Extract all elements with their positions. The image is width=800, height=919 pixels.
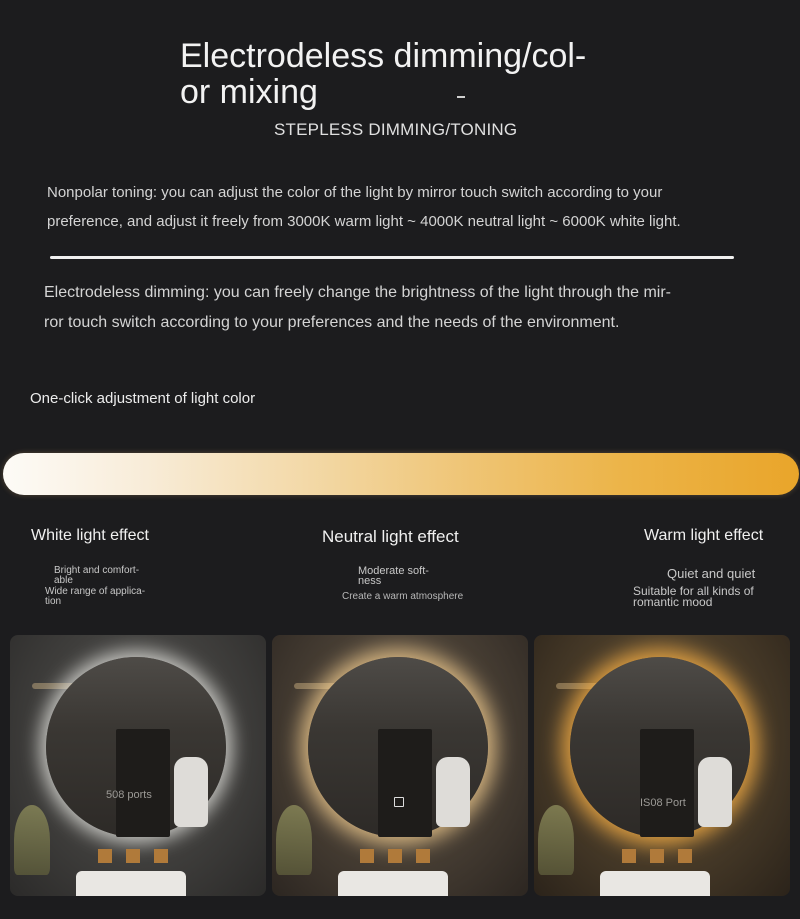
warm-desc-2-line-2: romantic mood bbox=[633, 595, 713, 609]
sink bbox=[76, 871, 186, 896]
neutral-light-photo bbox=[272, 635, 528, 896]
neutral-desc-1 bbox=[358, 566, 448, 586]
plant-decor bbox=[538, 805, 574, 875]
title-dash bbox=[457, 96, 465, 98]
dimming-line-1: Electrodeless dimming: you can freely change the brightness of the light through the mir- bbox=[44, 284, 671, 301]
warm-light-photo bbox=[534, 635, 790, 896]
subtitle: STEPLESS DIMMING/TONING bbox=[274, 120, 518, 139]
round-mirror bbox=[308, 657, 488, 837]
sink bbox=[338, 871, 448, 896]
white-desc-2-line-2: tion bbox=[45, 596, 62, 607]
robe-reflection bbox=[436, 757, 470, 827]
wall-boxes bbox=[622, 849, 700, 863]
warm-desc-1: Quiet and quiet bbox=[667, 566, 756, 581]
plant-decor bbox=[276, 805, 312, 875]
toning-paragraph bbox=[47, 178, 737, 236]
white-desc-1 bbox=[54, 566, 164, 586]
white-light-title: White light effect bbox=[31, 527, 149, 544]
wall-boxes bbox=[360, 849, 438, 863]
round-mirror bbox=[46, 657, 226, 837]
door-reflection bbox=[640, 729, 694, 837]
neutral-desc-2: Create a warm atmosphere bbox=[342, 591, 464, 602]
warm-desc-2 bbox=[633, 586, 783, 608]
robe-reflection bbox=[174, 757, 208, 827]
white-desc-2 bbox=[45, 587, 165, 607]
wall-boxes bbox=[98, 849, 176, 863]
warm-light-title: Warm light effect bbox=[644, 527, 764, 544]
plant-decor bbox=[14, 805, 50, 875]
dimming-paragraph bbox=[44, 278, 744, 338]
neutral-desc-1-line-1: Moderate soft- bbox=[358, 565, 429, 577]
door-reflection bbox=[378, 729, 432, 837]
title-line-1: Electrodeless dimming/col- bbox=[180, 37, 587, 75]
white-light-photo bbox=[10, 635, 266, 896]
sink bbox=[600, 871, 710, 896]
white-desc-2-line-1: Wide range of applica- bbox=[45, 586, 146, 597]
robe-reflection bbox=[698, 757, 732, 827]
color-temperature-gradient-bar bbox=[3, 453, 799, 495]
title-line-2: or mixing bbox=[180, 73, 318, 111]
door-reflection bbox=[116, 729, 170, 837]
warm-photo-label: IS08 Port bbox=[640, 797, 686, 809]
dimming-line-2: ror touch switch according to your preferences and the needs of the environment. bbox=[44, 314, 620, 331]
round-mirror bbox=[570, 657, 750, 837]
white-photo-label: 508 ports bbox=[106, 789, 152, 801]
toning-line-2: preference, and adjust it freely from 3000K warm light ~ 4000K neutral light ~ 6000K white light. bbox=[47, 213, 681, 230]
neutral-light-title: Neutral light effect bbox=[322, 527, 459, 546]
white-desc-1-line-1: Bright and comfort- bbox=[54, 565, 140, 576]
touch-switch-icon bbox=[394, 797, 404, 807]
one-click-label: One-click adjustment of light color bbox=[30, 390, 256, 407]
page-title bbox=[180, 38, 640, 110]
white-desc-1-line-2: able bbox=[54, 575, 73, 586]
warm-desc-2-line-1: Suitable for all kinds of bbox=[633, 584, 754, 598]
divider bbox=[50, 256, 734, 259]
neutral-desc-1-line-2: ness bbox=[358, 575, 382, 587]
toning-line-1: Nonpolar toning: you can adjust the color of the light by mirror touch switch according to your bbox=[47, 184, 663, 201]
